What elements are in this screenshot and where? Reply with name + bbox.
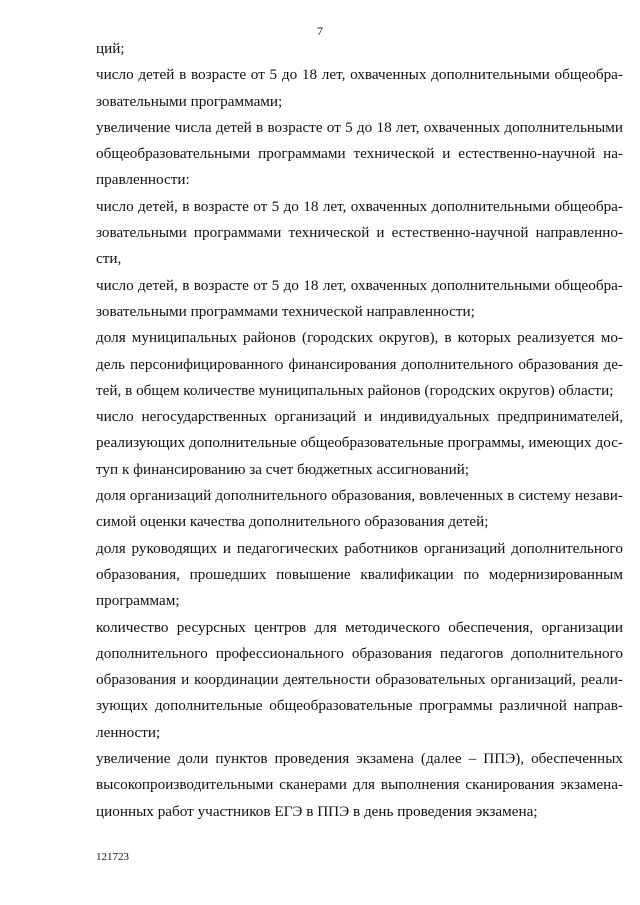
text-line: зующих дополнительные общеобразовательные программы различной направ- <box>96 697 623 715</box>
text-line: тей, в общем количестве муниципальных районов (городских округов) области; <box>96 381 614 399</box>
text-line: сти, <box>96 250 122 268</box>
text-line: число детей, в возрасте от 5 до 18 лет, охваченных дополнительными общеобра- <box>96 276 623 294</box>
page-number: 7 <box>317 24 323 38</box>
text-line: правленности: <box>96 171 190 189</box>
body-text <box>96 36 623 825</box>
text-line: образования и координации деятельности образовательных организаций, реали- <box>96 671 623 689</box>
text-line: зовательными программами технической направленности; <box>96 302 475 320</box>
text-line: ций; <box>96 40 125 57</box>
text-line: реализующих дополнительные общеобразовательные программы, имеющих дос- <box>96 434 623 452</box>
text-line: ленности; <box>96 723 161 741</box>
text-line: симой оценки качества дополнительного образования детей; <box>96 513 489 531</box>
text-line: количество ресурсных центров для методического обеспечения, организации <box>96 618 623 636</box>
text-line: образования, прошедших повышение квалификации по модернизированным <box>96 565 623 583</box>
text-line: ционных работ участников ЕГЭ в ППЭ в день проведения экзамена; <box>96 802 538 820</box>
text-line: общеобразовательными программами технической и естественно-научной на- <box>96 145 623 163</box>
text-line: доля муниципальных районов (городских округов), в которых реализуется мо- <box>96 329 623 347</box>
text-line: туп к финансированию за счет бюджетных ассигнований; <box>96 460 470 478</box>
text-line: увеличение доли пунктов проведения экзамена (далее – ППЭ), обеспеченных <box>96 750 623 768</box>
text-line: доля организаций дополнительного образования, вовлеченных в систему незави- <box>96 487 623 505</box>
text-line: число негосударственных организаций и индивидуальных предпринимателей, <box>96 408 623 426</box>
text-line: число детей, в возрасте от 5 до 18 лет, охваченных дополнительными общеобра- <box>96 197 623 215</box>
text-line: увеличение числа детей в возрасте от 5 до 18 лет, охваченных дополнительными <box>96 118 623 136</box>
text-line: зовательными программами; <box>96 92 283 110</box>
text-line: высокопроизводительными сканерами для выполнения сканирования экзамена- <box>96 776 623 794</box>
text-line: доля руководящих и педагогических работников организаций дополнительного <box>96 539 623 557</box>
text-line: число детей в возрасте от 5 до 18 лет, охваченных дополнительными общеобра- <box>96 66 623 84</box>
text-line: дель персонифицированного финансирования дополнительного образования де- <box>96 355 623 373</box>
text-line: зовательными программами технической и естественно-научной направленно- <box>96 224 623 242</box>
text-line: программам; <box>96 592 180 610</box>
document-code: 121723 <box>96 851 129 863</box>
text-line: дополнительного профессионального образования педагогов дополнительного <box>96 644 623 662</box>
